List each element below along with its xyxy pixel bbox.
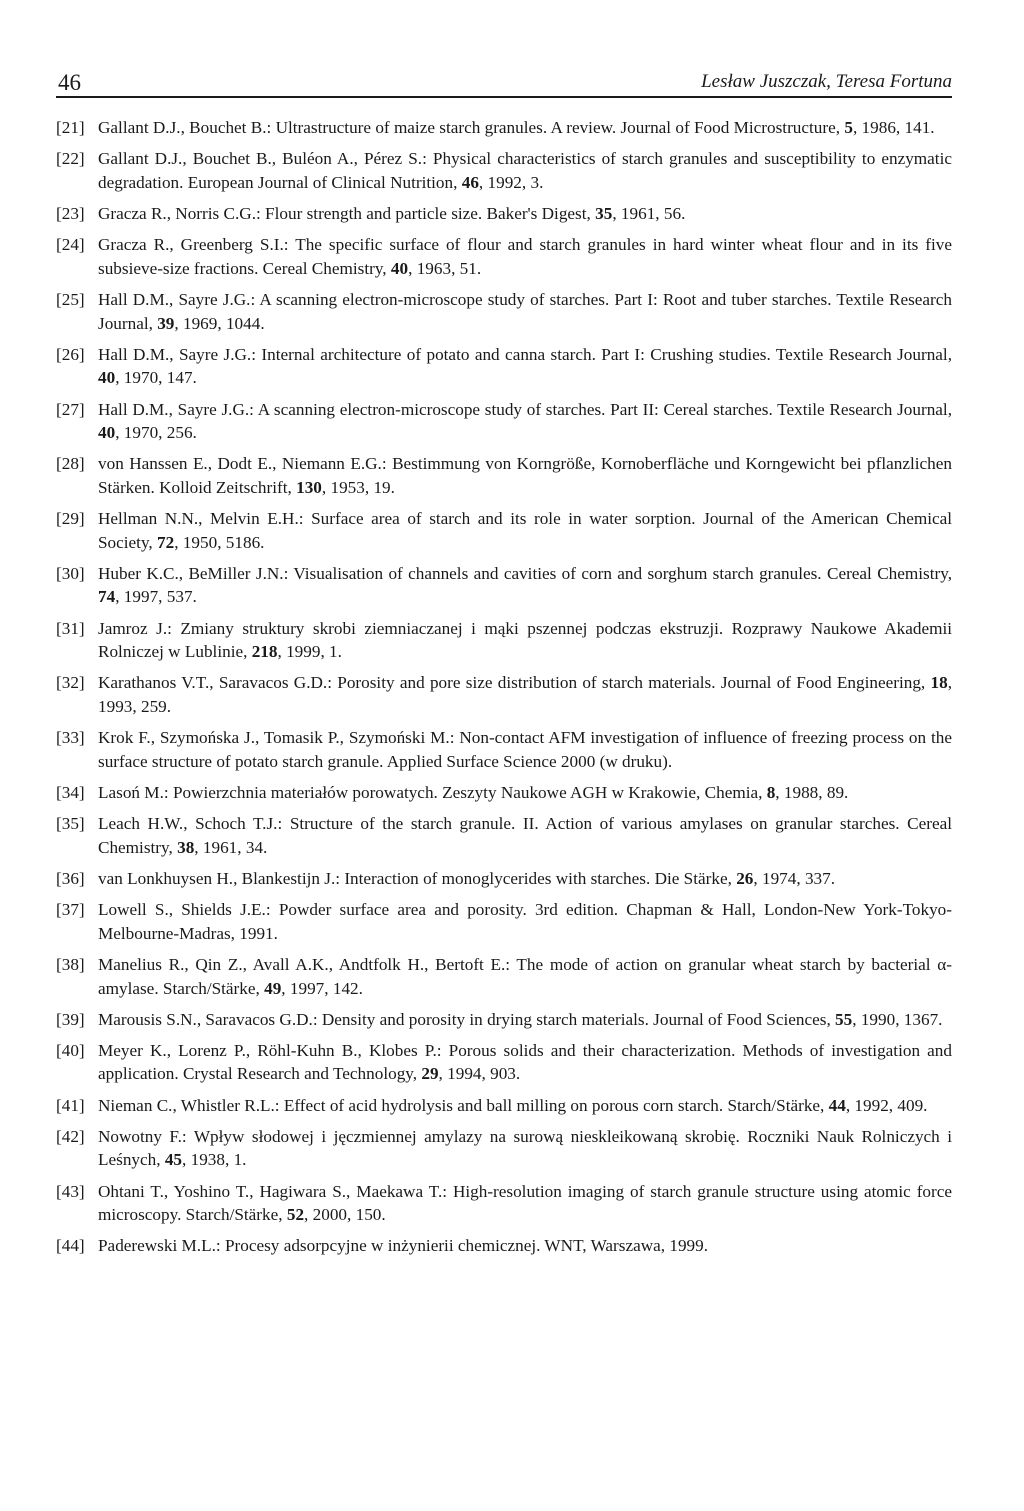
reference-text-main: Nowotny F.: Wpływ słodowej i jęczmiennej amylazy na surową nieskleikowaną skrobię. Roczniki Nauk Rolniczych i Leśnych, — [98, 1126, 952, 1170]
reference-item — [56, 147, 952, 194]
reference-volume: 18 — [930, 673, 948, 693]
reference-text — [98, 345, 952, 388]
reference-item — [56, 953, 952, 1000]
reference-text-tail: , 1938, 1. — [182, 1150, 247, 1170]
reference-number: [42] — [56, 1126, 85, 1146]
reference-volume: 38 — [177, 837, 195, 857]
reference-volume: 74 — [98, 587, 116, 607]
reference-volume: 40 — [98, 368, 116, 388]
reference-text — [98, 869, 835, 888]
reference-text-tail: , 1992, 3. — [478, 172, 544, 192]
reference-text-main: Marousis S.N., Saravacos G.D.: Density and porosity in drying starch materials. Journal of Food Sciences, — [98, 1009, 836, 1029]
reference-text-main: Meyer K., Lorenz P., Röhl-Kuhn B., Klobes P.: Porous solids and their characterization. Methods of investigation and application. Crystal Research and Technology, — [98, 1040, 952, 1084]
reference-volume: 40 — [98, 423, 116, 443]
reference-item — [56, 233, 952, 280]
reference-text-main: Lasoń M.: Powierzchnia materiałów porowatych. Zeszyty Naukowe AGH w Krakowie, Chemia, — [98, 782, 767, 802]
running-title: Lesław Juszczak, Teresa Fortuna — [701, 71, 952, 92]
reference-text-main: Manelius R., Qin Z., Avall A.K., Andtfolk H., Bertoft E.: The mode of action on granular wheat starch by bacterial α-amylase. Starch/Stärke, — [98, 954, 952, 998]
reference-volume: 26 — [736, 868, 754, 888]
document-page — [56, 62, 952, 1266]
reference-text — [98, 1127, 952, 1170]
reference-text-tail: , 1970, 256. — [115, 423, 197, 443]
reference-number: [36] — [56, 868, 85, 888]
reference-text-main: Paderewski M.L.: Procesy adsorpcyjne w inżynierii chemicznej. WNT, Warszawa, 1999. — [98, 1236, 709, 1256]
reference-text — [98, 149, 952, 192]
reference-volume: 55 — [835, 1009, 853, 1029]
reference-text-main: Lowell S., Shields J.E.: Powder surface area and porosity. 3rd edition. Chapman & Hall, London-New York-Tokyo-Melbourne-Madras, 1991. — [98, 900, 952, 943]
reference-number: [43] — [56, 1181, 85, 1201]
reference-number: [29] — [56, 509, 85, 529]
reference-text-tail: , 1988, 89. — [775, 782, 849, 802]
reference-text — [98, 1041, 952, 1084]
reference-text-tail: , 1969, 1044. — [174, 313, 265, 333]
reference-number: [39] — [56, 1009, 85, 1029]
page-number: 46 — [58, 70, 81, 95]
reference-volume: 45 — [164, 1150, 183, 1170]
reference-text — [98, 454, 952, 497]
reference-number: [44] — [56, 1236, 85, 1256]
reference-text — [98, 1096, 927, 1115]
reference-item — [56, 867, 952, 891]
reference-item — [56, 343, 952, 390]
page-header — [56, 62, 952, 98]
reference-text-main: Hall D.M., Sayre J.G.: Internal architecture of potato and canna starch. Part I: Crushing studies. Textile Research Journal, — [98, 344, 952, 364]
reference-text — [98, 400, 952, 443]
reference-text-main: von Hanssen E., Dodt E., Niemann E.G.: Bestimmung von Korngröße, Kornoberfläche und Korngewicht bei pflanzlichen Stärken. Kolloid Zeitschrift, — [98, 454, 952, 497]
reference-item — [56, 781, 952, 805]
reference-text — [98, 619, 952, 662]
reference-number: [37] — [56, 900, 85, 920]
reference-item — [56, 617, 952, 664]
reference-volume: 5 — [844, 118, 853, 137]
reference-text-main: Hall D.M., Sayre J.G.: A scanning electron-microscope study of starches. Part II: Cereal starches. Textile Research Journal, — [98, 399, 952, 419]
reference-text — [98, 783, 848, 802]
reference-number: [24] — [56, 235, 85, 255]
reference-text-tail: , 1986, 141. — [852, 118, 935, 137]
reference-volume: 72 — [157, 532, 175, 552]
reference-number: [27] — [56, 399, 85, 419]
reference-text-main: van Lonkhuysen H., Blankestijn J.: Interaction of monoglycerides with starches. Die Stärke, — [98, 868, 737, 888]
reference-item — [56, 202, 952, 226]
reference-number: [23] — [56, 203, 85, 223]
reference-text-tail: , 1994, 903. — [438, 1064, 521, 1084]
reference-item — [56, 726, 952, 773]
reference-number: [30] — [56, 563, 85, 583]
reference-text — [98, 290, 952, 333]
reference-text-tail: , 1950, 5186. — [174, 532, 265, 552]
reference-number: [33] — [56, 728, 85, 748]
reference-item — [56, 1008, 952, 1032]
reference-item — [56, 1039, 952, 1086]
reference-text-main: Gallant D.J., Bouchet B.: Ultrastructure of maize starch granules. A review. Journal of Food Microstructure, — [98, 118, 845, 137]
reference-volume: 130 — [296, 477, 322, 497]
reference-text — [98, 728, 952, 771]
reference-text-tail: , 1970, 147. — [115, 368, 197, 388]
reference-volume: 29 — [421, 1064, 439, 1084]
reference-volume: 218 — [251, 642, 278, 662]
reference-text — [98, 509, 952, 552]
reference-volume: 52 — [286, 1205, 305, 1225]
reference-text-main: Hellman N.N., Melvin E.H.: Surface area of starch and its role in water sorption. Journal of the American Chemical Society, — [98, 509, 952, 552]
reference-text-tail: , 1974, 337. — [753, 868, 836, 888]
reference-text — [98, 1236, 708, 1255]
reference-number: [21] — [56, 118, 85, 137]
reference-number: [25] — [56, 289, 85, 309]
reference-text-main: Nieman C., Whistler R.L.: Effect of acid hydrolysis and ball milling on porous corn starch. Starch/Stärke, — [98, 1095, 829, 1115]
reference-text — [98, 814, 952, 857]
reference-number: [26] — [56, 344, 85, 364]
reference-text-main: Krok F., Szymońska J., Tomasik P., Szymoński M.: Non-contact AFM investigation of influence of freezing process on the surface structure of potato starch granule. Applied Surface Science 2000 (w druku). — [98, 728, 952, 771]
reference-item — [56, 1125, 952, 1172]
reference-item — [56, 398, 952, 445]
reference-text-tail: , 1961, 34. — [194, 837, 268, 857]
reference-number: [40] — [56, 1040, 85, 1060]
reference-item — [56, 116, 952, 140]
reference-text — [98, 204, 685, 223]
reference-number: [32] — [56, 673, 85, 693]
reference-text-main: Gracza R., Norris C.G.: Flour strength and particle size. Baker's Digest, — [98, 203, 596, 223]
reference-text-tail: , 1999, 1. — [277, 642, 342, 662]
reference-item — [56, 507, 952, 554]
reference-number: [28] — [56, 454, 85, 474]
reference-text-tail: , 2000, 150. — [304, 1205, 386, 1225]
reference-number: [22] — [56, 149, 85, 169]
reference-text-main: Karathanos V.T., Saravacos G.D.: Porosity and pore size distribution of starch materials. Journal of Food Engineering, — [98, 673, 931, 693]
reference-number: [38] — [56, 954, 85, 974]
reference-text-tail: , 1961, 56. — [612, 203, 686, 223]
reference-text — [98, 673, 952, 716]
reference-text-tail: , 1993, 259. — [98, 673, 952, 716]
reference-text-tail: , 1963, 51. — [408, 258, 482, 278]
reference-text-main: Hall D.M., Sayre J.G.: A scanning electron-microscope study of starches. Part I: Root and tuber starches. Textile Research Journal, — [98, 289, 952, 333]
reference-text — [98, 955, 952, 998]
reference-number: [34] — [56, 782, 85, 802]
reference-text — [98, 1182, 952, 1225]
reference-text — [98, 235, 952, 278]
reference-text-tail: , 1997, 537. — [115, 587, 197, 607]
reference-text-main: Jamroz J.: Zmiany struktury skrobi ziemniaczanej i mąki pszennej podczas ekstruzji. Rozprawy Naukowe Akademii Rolniczej w Lublinie, — [98, 618, 952, 662]
reference-volume: 46 — [461, 172, 479, 192]
reference-item — [56, 562, 952, 609]
reference-item — [56, 1094, 952, 1118]
reference-volume: 49 — [264, 978, 282, 998]
reference-text — [98, 900, 952, 943]
reference-number: [31] — [56, 618, 85, 638]
reference-text-tail: , 1997, 142. — [281, 978, 363, 998]
reference-text-main: Gallant D.J., Bouchet B., Buléon A., Pérez S.: Physical characteristics of starch granules and susceptibility to enzymatic degradation. European Journal of Clinical Nutrition, — [98, 149, 952, 192]
reference-number: [41] — [56, 1095, 85, 1115]
reference-volume: 44 — [828, 1095, 846, 1115]
reference-text-tail: , 1992, 409. — [845, 1095, 928, 1115]
reference-item — [56, 671, 952, 718]
reference-text — [98, 564, 952, 607]
reference-volume: 40 — [390, 258, 409, 278]
reference-item — [56, 898, 952, 945]
reference-text — [98, 1010, 942, 1029]
reference-volume: 39 — [157, 313, 175, 333]
reference-list — [56, 116, 952, 1258]
reference-text-tail: , 1990, 1367. — [852, 1009, 943, 1029]
reference-text-main: Leach H.W., Schoch T.J.: Structure of the starch granule. II. Action of various amylases on granular starches. Cereal Chemistry, — [98, 814, 952, 857]
reference-number: [35] — [56, 814, 85, 834]
reference-text-tail: , 1953, 19. — [321, 477, 395, 497]
reference-text-main: Huber K.C., BeMiller J.N.: Visualisation of channels and cavities of corn and sorghum starch granules. Cereal Chemistry, — [98, 563, 952, 583]
reference-text — [98, 118, 935, 137]
reference-item — [56, 452, 952, 499]
reference-volume: 35 — [595, 203, 613, 223]
reference-item — [56, 1234, 952, 1258]
reference-item — [56, 812, 952, 859]
reference-text-main: Gracza R., Greenberg S.I.: The specific surface of flour and starch granules in hard winter wheat flour and in its five subsieve-size fractions. Cereal Chemistry, — [98, 235, 952, 278]
reference-text-main: Ohtani T., Yoshino T., Hagiwara S., Maekawa T.: High-resolution imaging of starch granule structure using atomic force microscopy. Starch/Stärke, — [98, 1181, 952, 1225]
reference-item — [56, 1180, 952, 1227]
reference-volume: 8 — [766, 782, 776, 802]
reference-item — [56, 288, 952, 335]
